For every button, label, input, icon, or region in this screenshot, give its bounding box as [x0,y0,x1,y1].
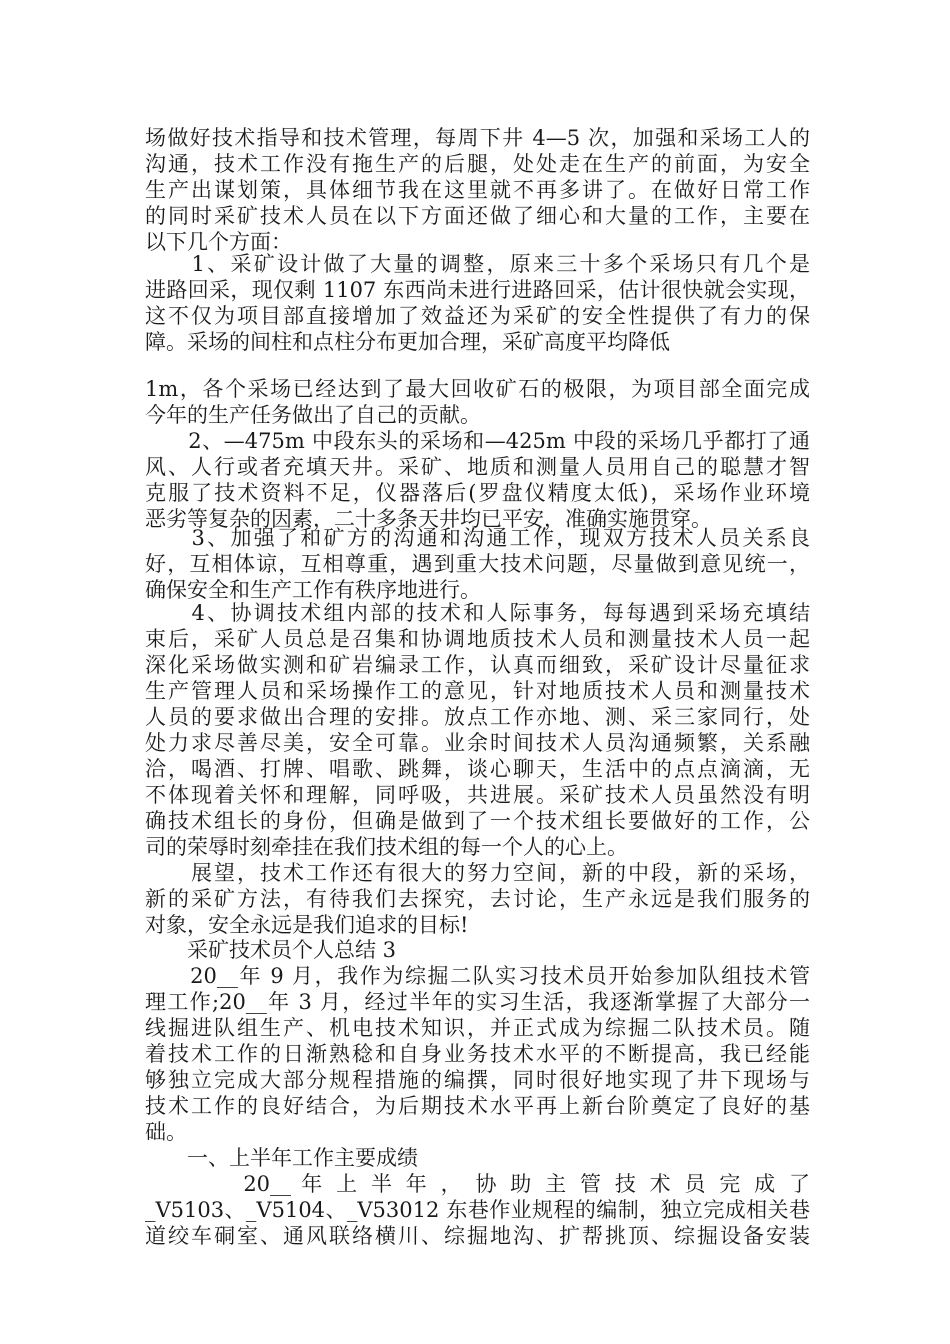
text-line: 展望，技术工作还有很大的努力空间，新的中段，新的采场， [145,861,810,885]
text-line: 人员的要求做出合理的安排。放点工作亦地、测、采三家同行，处 [145,705,810,729]
text-line: 技术工作的良好结合，为后期技术水平再上新台阶奠定了良好的基 [145,1094,810,1118]
text-line: 道绞车硐室、通风联络横川、综掘地沟、扩帮挑顶、综掘设备安装 [145,1224,810,1248]
text-line: 20__年 9 月，我作为综掘二队实习技术员开始参加队组技术管 [145,964,810,988]
text-line: 线掘进队组生产、机电技术知识，并正式成为综掘二队技术员。随 [145,1016,810,1040]
text-line: 4、协调技术组内部的技术和人际事务，每每遇到采场充填结 [145,601,810,625]
text-line: 沟通，技术工作没有拖生产的后腿，处处走在生产的前面，为安全 [145,152,810,176]
text-line: 深化采场做实测和矿岩编录工作，认真而细致，采矿设计尽量征求 [145,653,810,677]
text-line: 3、加强了和矿方的沟通和沟通工作，现双方技术人员关系良 [145,526,810,550]
text-line: 的同时采矿技术人员在以下方面还做了细心和大量的工作，主要在 [145,204,810,228]
text-line: 处力求尽善尽美，安全可靠。业余时间技术人员沟通频繁，关系融 [145,731,810,755]
text-line: 确保安全和生产工作有秩序地进行。 [145,578,481,602]
section-heading: 一、上半年工作主要成绩 [145,1146,418,1170]
text-line: 2、—475m 中段东头的采场和—425m 中段的采场几乎都打了通 [145,429,810,453]
text-line: 束后，采矿人员总是召集和协调地质技术人员和测量技术人员一起 [145,627,810,651]
text-line: _V5103、_V5104、_V53012 东巷作业规程的编制，独立完成相关巷 [145,1198,810,1222]
text-line: 恶劣等复杂的因素，二十多条天井均已平安，准确实施贯穿。 [145,507,712,531]
text-line: 障。采场的间柱和点柱分布更加合理，采矿高度平均降低 [145,330,670,354]
text-line: 司的荣辱时刻牵挂在我们技术组的每一个人的心上。 [145,835,628,859]
text-line: 场做好技术指导和技术管理，每周下井 4—5 次，加强和采场工人的 [145,126,810,150]
text-line: 确技术组长的身份，但确是做到了一个技术组长要做好的工作，公 [145,809,810,833]
text-line: 今年的生产任务做出了自己的贡献。 [145,403,481,427]
text-line: 新的采矿方法，有待我们去探究，去讨论，生产永远是我们服务的 [145,887,810,911]
text-line: 风、人行或者充填天井。采矿、地质和测量人员用自己的聪慧才智 [145,455,810,479]
text-line: 础。 [145,1120,187,1144]
text-line: 这不仅为项目部直接增加了效益还为采矿的安全性提供了有力的保 [145,304,810,328]
text-line: 洽，喝酒、打牌、唱歌、跳舞，谈心聊天，生活中的点点滴滴，无 [145,757,810,781]
text-line: 对象，安全永远是我们追求的目标! [145,913,469,937]
section-heading: 采矿技术员个人总结 3 [145,938,397,962]
text-line: 生产管理人员和采场操作工的意见，针对地质技术人员和测量技术 [145,679,810,703]
text-line: 够独立完成大部分规程措施的编撰，同时很好地实现了井下现场与 [145,1068,810,1092]
text-line: 克服了技术资料不足，仪器落后(罗盘仪精度太低)，采场作业环境 [145,481,810,505]
text-line: 生产出谋划策，具体细节我在这里就不再多讲了。在做好日常工作 [145,178,810,202]
text-line: 20__ 年 上 半 年 ， 协 助 主 管 技 术 员 完 成 了 [145,1172,810,1196]
text-line: 进路回采，现仅剩 1107 东西尚未进行进路回采，估计很快就会实现， [145,278,810,302]
text-line: 着技术工作的日渐熟稔和自身业务技术水平的不断提高，我已经能 [145,1042,810,1066]
text-line: 好，互相体谅，互相尊重，遇到重大技术问题，尽量做到意见统一， [145,552,810,576]
text-line: 1m，各个采场已经达到了最大回收矿石的极限，为项目部全面完成 [145,377,810,401]
text-line: 理工作;20__年 3 月，经过半年的实习生活，我逐渐掌握了大部分一 [145,990,810,1014]
text-line: 不体现着关怀和理解，同呼吸，共进展。采矿技术人员虽然没有明 [145,783,810,807]
text-line: 1、采矿设计做了大量的调整，原来三十多个采场只有几个是 [145,252,810,276]
text-line: 以下几个方面： [145,230,292,254]
